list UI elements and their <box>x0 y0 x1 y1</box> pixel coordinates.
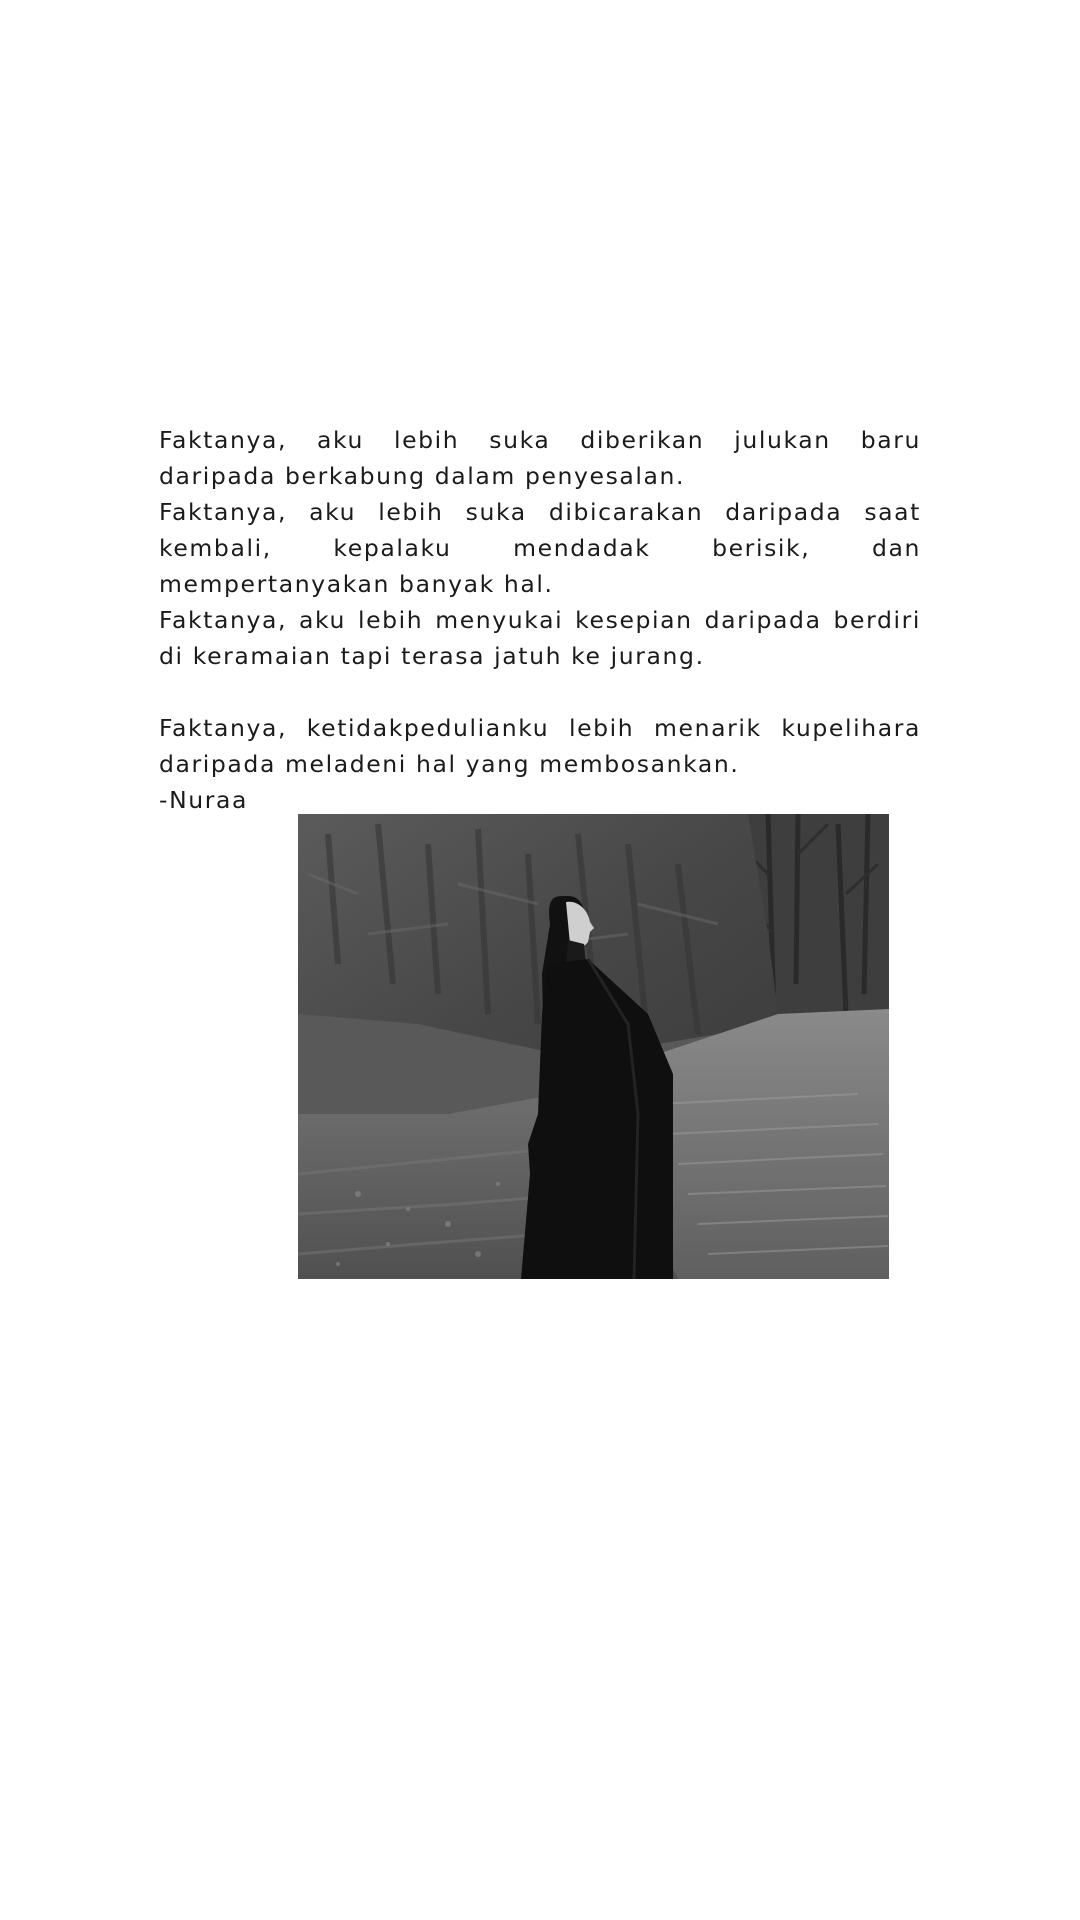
stanza-gap <box>159 674 921 710</box>
poem-line-4: Faktanya, ketidakpedulianku lebih menarik kupelihara daripada meladeni hal yang membosankan. <box>159 714 921 778</box>
author-signature: -Nuraa <box>159 786 249 814</box>
woman-by-river-photo <box>298 814 889 1279</box>
poem-line-2: Faktanya, aku lebih suka dibicarakan daripada saat kembali, kepalaku mendadak berisik, dan mempertanyakan banyak hal. <box>159 498 921 598</box>
poem-line-3: Faktanya, aku lebih menyukai kesepian daripada berdiri di keramaian tapi terasa jatuh ke jurang. <box>159 606 921 670</box>
poem-text <box>159 422 921 782</box>
photo-illustration <box>298 814 889 1279</box>
poem-line-1: Faktanya, aku lebih suka diberikan julukan baru daripada berkabung dalam penyesalan. <box>159 426 921 490</box>
